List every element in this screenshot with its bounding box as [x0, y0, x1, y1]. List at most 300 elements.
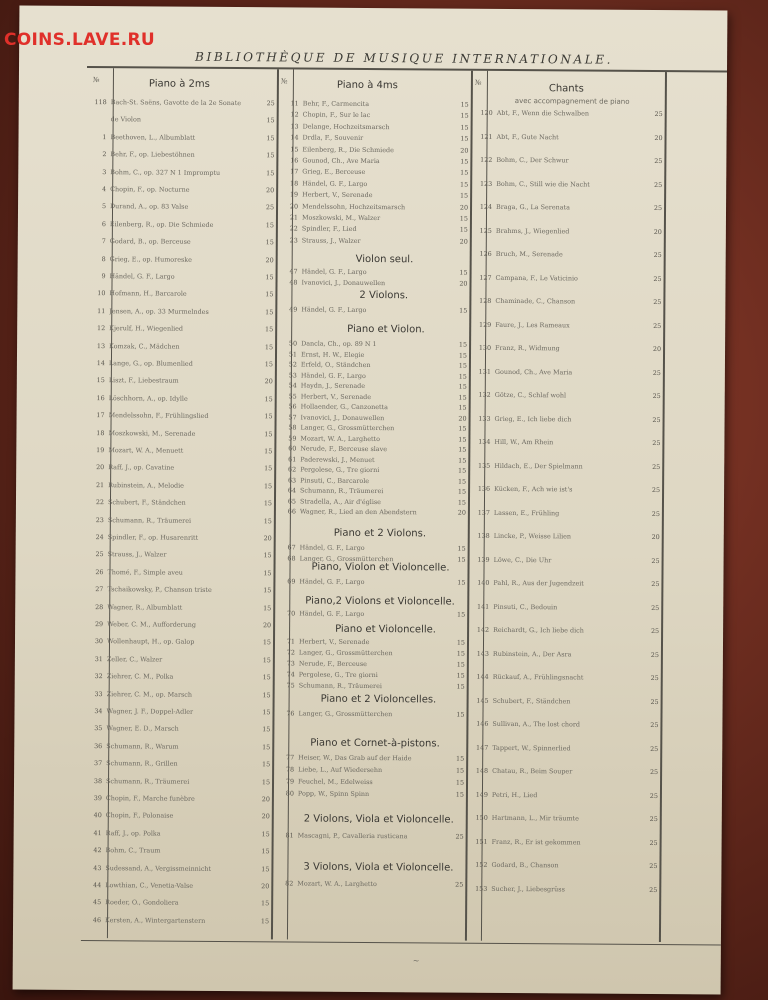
entry-number: 38	[93, 776, 103, 785]
entry-number: 138	[477, 531, 490, 540]
entry-title: Behr, F., op. Liebestöhnen	[110, 150, 195, 159]
section-2-violons: 2 Violons.	[359, 289, 409, 302]
entry-number: 118	[94, 98, 107, 107]
entry-price: 25	[652, 462, 661, 471]
entry-price: 25	[455, 832, 464, 841]
entry-title: Tappert, W., Spinnerlied	[492, 743, 571, 752]
catalog-entry	[281, 122, 471, 132]
entry-title: Weber, C. M., Aufforderung	[107, 620, 197, 629]
entry-number: 30	[94, 637, 104, 646]
entry-number: 56	[288, 402, 297, 411]
section-piano-cornet: Piano et Cornet-à-pistons.	[310, 737, 440, 750]
entry-number: 65	[287, 496, 297, 505]
entry-price: 15	[263, 603, 272, 612]
entry-title: Beethoven, L., Albumblatt	[110, 132, 196, 142]
catalog-entry	[87, 376, 275, 386]
catalog-entry	[472, 555, 662, 565]
entry-number: 59	[288, 433, 297, 442]
catalog-entry	[85, 637, 273, 647]
entry-price: 25	[649, 861, 658, 871]
entry-title: Chopin, F., Sur le lac	[302, 110, 371, 120]
entry-number: 82	[285, 879, 294, 888]
entry-number: 130	[478, 343, 492, 352]
entry-price: 20	[652, 344, 662, 354]
entry-number: 3	[102, 167, 107, 176]
catalog-entry	[474, 156, 664, 166]
entry-title: Paderewski, J., Menuet	[300, 455, 375, 464]
catalog-entry	[281, 111, 471, 121]
entry-price: 15	[457, 610, 466, 619]
entry-title: Löwe, C., Die Uhr	[493, 555, 552, 564]
entry-number: 149	[475, 790, 488, 799]
catalog-entry	[88, 150, 276, 160]
catalog-page	[13, 6, 728, 995]
entry-number: 1	[102, 132, 107, 141]
entry-number: 124	[479, 202, 493, 211]
catalog-entry	[278, 455, 468, 465]
catalog-entry	[86, 429, 274, 439]
catalog-entry	[84, 777, 272, 787]
entry-number: 7	[101, 237, 106, 246]
entry-title: Abt, F., Gute Nacht	[496, 132, 559, 141]
entry-number: 48	[289, 278, 298, 287]
catalog-entry	[473, 367, 663, 377]
entry-title: Chopin, F., Polonaise	[105, 811, 174, 821]
entry-price: 20	[459, 203, 469, 212]
entry-number: 46	[92, 915, 102, 924]
catalog-entry	[475, 132, 665, 142]
section-piano-2-mains: Piano à 2ms	[148, 78, 210, 90]
entry-price: 25	[650, 673, 659, 683]
entry-title: Löschhorn, A., op. Idylle	[108, 393, 188, 403]
entry-number: 147	[476, 743, 489, 752]
entry-price: 15	[458, 424, 467, 433]
entry-title: Raff, J., op. Cavatine	[108, 463, 175, 473]
catalog-entry	[86, 516, 274, 526]
entry-price: 15	[456, 638, 466, 647]
entry-price: 20	[261, 882, 270, 891]
catalog-entry	[278, 486, 468, 496]
catalog-entry	[278, 465, 468, 475]
entry-price: 15	[262, 638, 272, 647]
catalog-entry	[86, 550, 274, 560]
section-2-violons-viola-vc: 2 Violons, Viola et Violoncelle.	[303, 813, 454, 826]
catalog-entry	[277, 681, 467, 691]
entry-title: Händel, G. F., Largo	[299, 609, 365, 618]
catalog-entry	[280, 179, 470, 189]
entry-price: 15	[458, 466, 467, 475]
entry-number: 37	[93, 759, 103, 768]
entry-title: Nerude, F., Berceuse	[298, 659, 367, 668]
entry-price: 15	[457, 487, 467, 496]
entry-title: de Violon	[110, 115, 141, 124]
entry-number: 16	[290, 156, 299, 165]
entry-price: 25	[654, 180, 663, 189]
entry-title: Sullivan, A., The lost chord	[492, 719, 581, 729]
entry-price: 20	[261, 795, 270, 804]
page-header: BIBLIOTHÈQUE DE MUSIQUE INTERNATIONALE.	[195, 49, 614, 67]
entry-number: 69	[287, 577, 296, 586]
entry-price: 15	[457, 477, 467, 486]
entry-title: Schubert, F., Ständchen	[492, 696, 571, 705]
catalog-entry	[276, 789, 466, 799]
catalog-entry	[84, 811, 272, 821]
section-piano-2-violons-vc: Piano,2 Violons et Violoncelle.	[305, 595, 455, 608]
entry-price: 15	[263, 516, 272, 525]
entry-title: Jensen, A., op. 33 Murmelndes	[109, 306, 209, 316]
entry-number: 43	[93, 863, 102, 872]
entry-title: Händel, G. F., Largo	[301, 267, 367, 276]
entry-price: 20	[653, 227, 662, 236]
entry-price: 25	[651, 556, 660, 565]
entry-title: Liszt, F., Liebestraum	[108, 376, 179, 386]
entry-title: Moszkowski, M., Walzer	[301, 213, 381, 223]
entry-number: 11	[97, 306, 106, 315]
catalog-entry	[278, 543, 468, 553]
entry-number: 42	[93, 846, 102, 855]
catalog-entry	[87, 394, 275, 404]
entry-price: 25	[649, 814, 658, 824]
entry-number: 131	[478, 367, 491, 376]
entry-title: Thomé, F., Simple aveu	[107, 567, 183, 577]
entry-price: 20	[264, 377, 273, 386]
entry-price: 15	[455, 778, 465, 787]
entry-price: 15	[459, 226, 468, 235]
entry-price: 15	[458, 393, 467, 402]
entry-price: 15	[262, 656, 271, 665]
entry-price: 15	[457, 498, 467, 507]
entry-number: 68	[287, 554, 296, 563]
section-piano-violon: Piano et Violon.	[347, 323, 425, 336]
entry-price: 15	[460, 134, 469, 143]
entry-title: Tschaikowsky, P., Chanson triste	[107, 585, 212, 595]
entry-price: 15	[263, 499, 273, 508]
catalog-entry	[89, 98, 277, 108]
entry-number: 45	[93, 898, 102, 907]
entry-price: 15	[458, 361, 467, 370]
entry-price: 15	[458, 351, 468, 360]
no-header-1: №	[92, 76, 100, 85]
entry-number: 74	[286, 670, 295, 679]
entry-title: Behr, F., Carmencita	[302, 99, 370, 108]
catalog-entry	[277, 609, 467, 619]
catalog-entry	[280, 213, 470, 223]
entry-title: Wagner, R., Lied an den Abendstern	[299, 507, 417, 517]
entry-price: 25	[455, 880, 464, 889]
catalog-entry	[84, 846, 272, 856]
entry-price: 15	[264, 360, 273, 369]
entry-title: Lowthian, C., Venetia-Valse	[105, 881, 194, 890]
entry-price: 15	[266, 151, 275, 160]
section-chants-subtitle: avec accompagnement de piano	[514, 97, 630, 106]
entry-title: Popp, W., Spinn Spinn	[297, 789, 370, 799]
entry-title: Heiser, W., Das Grab auf der Haide	[298, 753, 412, 763]
catalog-entry	[474, 250, 664, 260]
catalog-entry	[87, 411, 275, 421]
entry-price: 15	[456, 682, 465, 691]
catalog-entry	[89, 115, 277, 125]
entry-price: 25	[652, 391, 661, 401]
entry-title: Mascagni, P., Cavalleria rusticana	[297, 831, 408, 841]
entry-number: 76	[286, 709, 295, 718]
footer-mark: ~	[412, 956, 420, 966]
catalog-entry	[472, 532, 662, 542]
entry-number: 148	[475, 766, 489, 775]
entry-price: 25	[652, 368, 661, 377]
entry-price: 15	[261, 847, 270, 856]
entry-title: Nerude, F., Berceuse slave	[300, 444, 388, 454]
entry-number: 34	[94, 707, 103, 716]
entry-price: 15	[459, 268, 468, 277]
catalog-entry	[85, 568, 273, 578]
entry-price: 15	[264, 447, 273, 456]
catalog-entry	[275, 879, 465, 889]
entry-title: Lassen, E., Frühling	[493, 508, 560, 517]
entry-title: Grieg, E., Berceuse	[302, 167, 366, 177]
entry-price: 15	[460, 112, 469, 121]
catalog-entry	[279, 339, 469, 349]
entry-number: 152	[475, 860, 488, 869]
entry-title: Rückauf, A., Frühlingsnacht	[492, 672, 584, 682]
entry-number: 67	[287, 543, 296, 552]
entry-number: 21	[95, 480, 105, 489]
entry-number: 17	[290, 167, 299, 176]
entry-title: Kersten, A., Wintergartenstern	[105, 915, 206, 925]
section-piano-2-violons: Piano et 2 Violons.	[333, 527, 427, 540]
entry-number: 50	[288, 339, 298, 348]
entry-price: 15	[460, 123, 469, 132]
entry-number: 9	[101, 272, 106, 281]
entry-number: 19	[289, 190, 299, 199]
entry-price: 15	[261, 777, 271, 786]
entry-title: Franz, R., Er ist gekommen	[491, 837, 581, 846]
entry-price: 25	[651, 603, 660, 612]
entry-price: 15	[265, 325, 274, 334]
catalog-entry	[85, 655, 273, 665]
catalog-entry	[83, 881, 271, 891]
entry-title: Götze, C., Schlaf wohl	[494, 390, 567, 400]
catalog-entry	[88, 272, 276, 282]
entry-title: Bruch, M., Serenade	[495, 249, 563, 259]
entry-price: 15	[265, 238, 274, 247]
entry-title: Langer, G., Grossmütterchen	[300, 423, 395, 433]
entry-title: Ivanovici, J., Donauwellen	[300, 413, 385, 422]
entry-number: 13	[96, 341, 106, 350]
catalog-entry	[88, 185, 276, 195]
entry-number: 132	[478, 390, 491, 399]
entry-title: Ivanovici, J., Donauwellen	[301, 278, 386, 288]
entry-title: Hildach, E., Der Spielmann	[494, 461, 583, 470]
catalog-entry	[473, 297, 663, 307]
entry-price: 15	[460, 157, 469, 166]
entry-price: 25	[650, 720, 659, 730]
entry-title: Lincke, P., Weisse Lilien	[493, 531, 572, 541]
entry-price: 20	[261, 812, 270, 821]
entry-title: Feuchel, M., Edelweiss	[298, 777, 373, 787]
entry-number: 66	[287, 507, 296, 516]
entry-title: Bohm, C., Traum	[105, 846, 161, 855]
entry-number: 35	[94, 724, 103, 733]
entry-title: Herbert, V., Serenade	[298, 637, 370, 646]
entry-title: Schumann, R., Warum	[106, 741, 179, 751]
catalog-entry	[276, 831, 466, 841]
catalog-entry	[84, 829, 272, 839]
entry-number: 53	[288, 370, 297, 379]
entry-number: 153	[475, 884, 488, 893]
entry-title: Ernst, H. W., Elegie	[300, 350, 365, 359]
entry-price: 25	[650, 697, 659, 706]
entry-number: 16	[96, 393, 105, 402]
entry-title: Lange, G., op. Blumenlied	[108, 359, 193, 368]
entry-price: 15	[458, 435, 467, 444]
entry-title: Händel, G. F., Largo	[301, 305, 367, 314]
entry-number: 122	[480, 155, 493, 164]
entry-number: 133	[478, 414, 491, 423]
catalog-entry	[474, 179, 664, 189]
entry-price: 15	[460, 180, 469, 189]
entry-price: 15	[266, 168, 275, 177]
entry-price: 15	[458, 372, 467, 381]
catalog-entry	[86, 463, 274, 473]
entry-title: Wagner, R., Albumblatt	[107, 602, 183, 612]
entry-number: 22	[95, 498, 105, 507]
entry-price: 15	[266, 116, 275, 125]
entry-number: 70	[287, 609, 296, 618]
entry-number: 75	[286, 681, 295, 690]
catalog-entry	[276, 753, 466, 763]
entry-price: 15	[460, 100, 469, 109]
catalog-entry	[278, 423, 468, 433]
catalog-entry	[279, 305, 469, 315]
entry-title: Sucher, J., Liebesgrüss	[491, 884, 565, 893]
entry-price: 25	[653, 297, 662, 307]
catalog-entry	[86, 498, 274, 508]
entry-title: Faure, J., Les Rameaux	[495, 320, 570, 329]
entry-number: 62	[288, 465, 297, 474]
entry-number: 78	[285, 765, 295, 774]
catalog-entry	[280, 191, 470, 201]
entry-title: Grieg, E., op. Humoreske	[109, 254, 192, 264]
entry-number: 13	[290, 122, 299, 131]
entry-number: 55	[288, 391, 297, 400]
section-piano-violon-vc: Piano, Violon et Violoncelle.	[311, 561, 450, 574]
entry-title: Pergolese, G., Tre giorni	[298, 670, 378, 680]
entry-title: Wollenhaupt, H., op. Galop	[106, 637, 195, 647]
entry-number: 79	[285, 777, 295, 786]
entry-title: Wagner, E. D., Marsch	[106, 724, 179, 734]
entry-title: Godard, B., Chanson	[491, 860, 559, 870]
top-rule	[87, 66, 727, 72]
entry-price: 15	[455, 766, 465, 775]
catalog-entry	[474, 273, 664, 283]
entry-title: Moszkowski, M., Serenade	[108, 428, 196, 438]
entry-number: 14	[290, 133, 299, 142]
entry-price: 15	[264, 412, 273, 421]
catalog-entry	[279, 381, 469, 391]
catalog-entry	[472, 508, 662, 518]
entry-title: Pinsuti, C., Barcarole	[300, 476, 370, 485]
catalog-entry	[84, 794, 272, 804]
entry-price: 25	[265, 203, 275, 212]
entry-title: Hollaender, G., Canzonetta	[300, 402, 389, 412]
catalog-entry	[87, 324, 275, 334]
entry-price: 20	[458, 414, 467, 423]
catalog-entry	[278, 444, 468, 454]
entry-number: 21	[289, 213, 298, 222]
entry-price: 15	[264, 464, 273, 473]
catalog-entry	[85, 690, 273, 700]
entry-number: 5	[101, 202, 107, 211]
catalog-entry	[279, 392, 469, 402]
entry-title: Dancla, Ch., op. 89 N 1	[301, 339, 377, 349]
entry-title: Herbert, V., Serenade	[300, 392, 372, 401]
entry-price: 15	[262, 690, 271, 699]
catalog-entry	[277, 577, 467, 587]
entry-price: 15	[456, 671, 465, 680]
catalog-entry	[84, 759, 272, 769]
entry-title: Rubinstein, A., Melodie	[108, 480, 184, 490]
catalog-entry	[84, 724, 272, 734]
entry-price: 15	[263, 569, 272, 578]
catalog-entry	[277, 670, 467, 680]
entry-price: 25	[266, 99, 275, 108]
entry-number: 139	[477, 555, 490, 564]
entry-price: 15	[458, 382, 467, 391]
entry-title: Ziehrer, C. M., Polka	[106, 672, 174, 681]
entry-number: 57	[288, 412, 297, 421]
entry-price: 15	[458, 403, 467, 412]
entry-price: 15	[458, 445, 467, 454]
entry-number: 58	[288, 423, 297, 432]
entry-title: Hofmann, H., Barcarole	[109, 289, 187, 299]
entry-number: 64	[287, 486, 297, 495]
catalog-entry	[88, 133, 276, 143]
entry-title: Delange, Hochzeitsmarsch	[302, 122, 390, 131]
entry-title: Gounod, Ch., Ave Maria	[302, 156, 380, 166]
entry-number: 72	[286, 648, 295, 657]
catalog-entry	[280, 236, 470, 246]
entry-number: 136	[477, 484, 491, 493]
entry-price: 15	[264, 429, 273, 438]
entry-title: Franz, R., Widmung	[495, 343, 560, 353]
entry-number: 23	[289, 236, 298, 245]
entry-price: 15	[261, 899, 270, 908]
entry-number: 15	[290, 145, 299, 154]
catalog-entry	[469, 861, 659, 871]
entry-number: 8	[101, 254, 106, 263]
catalog-entry	[84, 742, 272, 752]
entry-title: Erfeld, O., Ständchen	[300, 360, 371, 370]
entry-title: Chaminade, C., Chanson	[495, 296, 576, 306]
entry-number: 60	[288, 444, 297, 453]
entry-title: Schumann, R., Träumerei	[106, 776, 190, 786]
catalog-entry	[280, 168, 470, 178]
catalog-entry	[280, 267, 470, 277]
entry-title: Chatau, R., Beim Souper	[492, 766, 573, 776]
catalog-entry	[88, 220, 276, 230]
entry-number: 146	[476, 719, 489, 728]
entry-price: 20	[265, 255, 274, 264]
entry-title: Kücken, F., Ach wie ist's	[494, 484, 573, 494]
entry-title: Schumann, R., Träumerei	[300, 486, 384, 496]
entry-title: Händel, G. F., Largo	[300, 371, 366, 380]
entry-price: 15	[262, 743, 271, 752]
section-violon-seul: Violon seul.	[355, 253, 414, 266]
entry-title: Sudessand, A., Vergissmeinnicht	[105, 863, 212, 873]
catalog-entry	[280, 156, 470, 166]
catalog-entry	[470, 720, 660, 730]
catalog-entry	[279, 413, 469, 423]
